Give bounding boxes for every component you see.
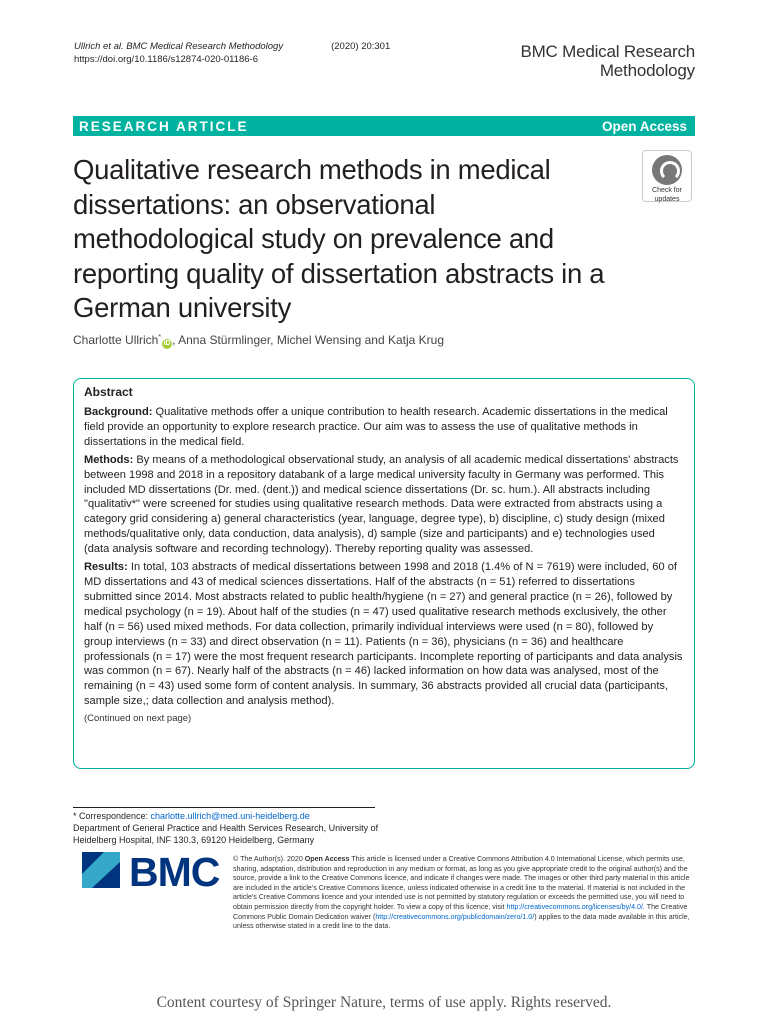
- background-text: Qualitative methods offer a unique contribution to health research. Academic dissertations in the medical field provide an opportunity to explore research practice. Our aim was to assess the use of qualitative methods in dissertations in the medical field.: [84, 406, 668, 448]
- affiliation-text: Department of General Practice and Health Services Research, University of Heidelberg Hospital, INF 130.3, 69120 Heidelberg, Germany: [73, 823, 379, 845]
- abstract-background: [84, 405, 683, 450]
- citation-header: [74, 40, 390, 66]
- license-open-access: Open Access: [304, 855, 350, 863]
- license-text: [233, 855, 695, 932]
- check-for-updates-button[interactable]: [642, 150, 692, 202]
- license-body-3: ) applies to the data made available in this article, unless otherwise stated in a credit line to the data.: [233, 912, 690, 931]
- author-others: , Anna Stürmlinger, Michel Wensing and Katja Krug: [172, 333, 445, 347]
- corresponding-star: *: [158, 334, 162, 341]
- correspondence-email[interactable]: charlotte.ullrich@med.uni-heidelberg.de: [150, 811, 310, 821]
- abstract-box: [73, 378, 695, 769]
- correspondence-label: * Correspondence:: [73, 811, 151, 821]
- orcid-icon[interactable]: iD: [163, 340, 171, 347]
- author-corresponding[interactable]: Charlotte Ullrich: [73, 333, 159, 347]
- journal-name-line1: BMC Medical Research: [520, 42, 695, 61]
- year-issue: (2020) 20:301: [331, 41, 391, 52]
- journal-name: [520, 42, 695, 80]
- courtesy-footer: Content courtesy of Springer Nature, terms of use apply. Rights reserved.: [156, 994, 612, 1011]
- background-label: Background:: [84, 406, 153, 418]
- crossmark-icon: [652, 155, 682, 185]
- doi-link[interactable]: https://doi.org/10.1186/s12874-020-01186-6: [74, 54, 258, 65]
- journal-name-line2: Methodology: [599, 61, 695, 80]
- abstract-methods: [84, 453, 683, 557]
- updates-label: updates: [654, 196, 680, 203]
- license-url-cc-zero[interactable]: http://creativecommons.org/publicdomain/zero/1.0/: [375, 912, 535, 921]
- abstract-heading: Abstract: [84, 385, 133, 399]
- methods-text: By means of a methodological observational study, an analysis of all academic medical dissertations' abstracts between 1998 and 2018 in a repository databank of a large medical university faculty in Germany was performed. This included MD dissertations (Dr. med. (dent.)) and medical science dissertations (Dr. sc. hum.). All abstracts including "qualitativ*" were screened for studies using qualitative research methods. Data were extracted from abstracts using a category grid considering a) general characteristics (year, language, degree type), b) discipline, c) study design (mixed methods/qualitative only, data conduction, data analysis), d) sample (size and participants) and e) technologies used (data analysis software and recording technology). Thereby reporting quality was assessed.: [84, 453, 679, 556]
- license-prefix: © The Author(s). 2020: [233, 855, 305, 863]
- article-type-banner: [73, 116, 695, 136]
- check-for-label: Check for: [652, 187, 682, 194]
- license-body-2: . The Creative Commons Public Domain Dedication waiver (: [233, 902, 688, 921]
- correspondence-note: [73, 810, 403, 846]
- article-type-label: RESEARCH ARTICLE: [79, 118, 249, 134]
- continued-note: (Continued on next page): [84, 713, 192, 725]
- abstract-results: [84, 560, 683, 709]
- methods-label: Methods:: [84, 453, 134, 466]
- license-url-cc-by[interactable]: http://creativecommons.org/licenses/by/4.0/: [506, 902, 643, 911]
- bmc-logo-text: BMC: [129, 849, 220, 895]
- open-access-label: Open Access: [601, 118, 687, 134]
- author-list: [73, 333, 444, 349]
- citation-text: Ullrich et al. BMC Medical Research Methodology: [74, 41, 284, 52]
- article-title: Qualitative research methods in medical dissertations: an observational methodological study on prevalence and reporting quality of dissertation abstracts in a German university: [73, 154, 605, 323]
- footnote-divider: [73, 807, 375, 808]
- results-text: In total, 103 abstracts of medical dissertations between 1998 and 2018 (1.4% of N = 7619) were included, 60 of MD dissertations and 43 of medical sciences dissertations. Half of the abstracts (n = 51) referred to dissertations submitted since 2014. Most abstracts related to public health/hygiene (n = 27) and general practice (n = 26), followed by medical psychology (n = 19). About half of the studies (n = 47) used qualitative research methods exclusively, the other half (n = 56) used mixed methods. For data collection, primarily individual interviews were used (n = 80), followed by group interviews (n = 33) and direct observation (n = 11). Patients (n = 36), physicians (n = 36) and healthcare professionals (n = 17) were the most frequent research participants. Incomplete reporting of participants and data analysis was common (n = 67). Nearly half of the abstracts (n = 46) lacked information on how data was analysed, most of the remaining (n = 43) used some form of content analysis. In summary, 36 abstracts provided all crucial data (participants, sample size,; data collection and analysis method).: [84, 561, 683, 708]
- results-label: Results:: [84, 561, 128, 574]
- license-body-1: This article is licensed under a Creative Commons Attribution 4.0 International License, which permits use, sharing, adaptation, distribution and reproduction in any medium or format, as long as you give appropriate credit to the original author(s) and the source, provide a link to the Creative Commons licence, and indicate if changes were made. The images or other third party material in this article are included in the article's Creative Commons licence, unless indicated otherwise in a credit line to the material. If material is not included in the article's Creative Commons licence and your intended use is not permitted by statutory regulation or exceeds the permitted use, you will need to obtain permission directly from the copyright holder. To view a copy of this licence, visit: [233, 855, 690, 911]
